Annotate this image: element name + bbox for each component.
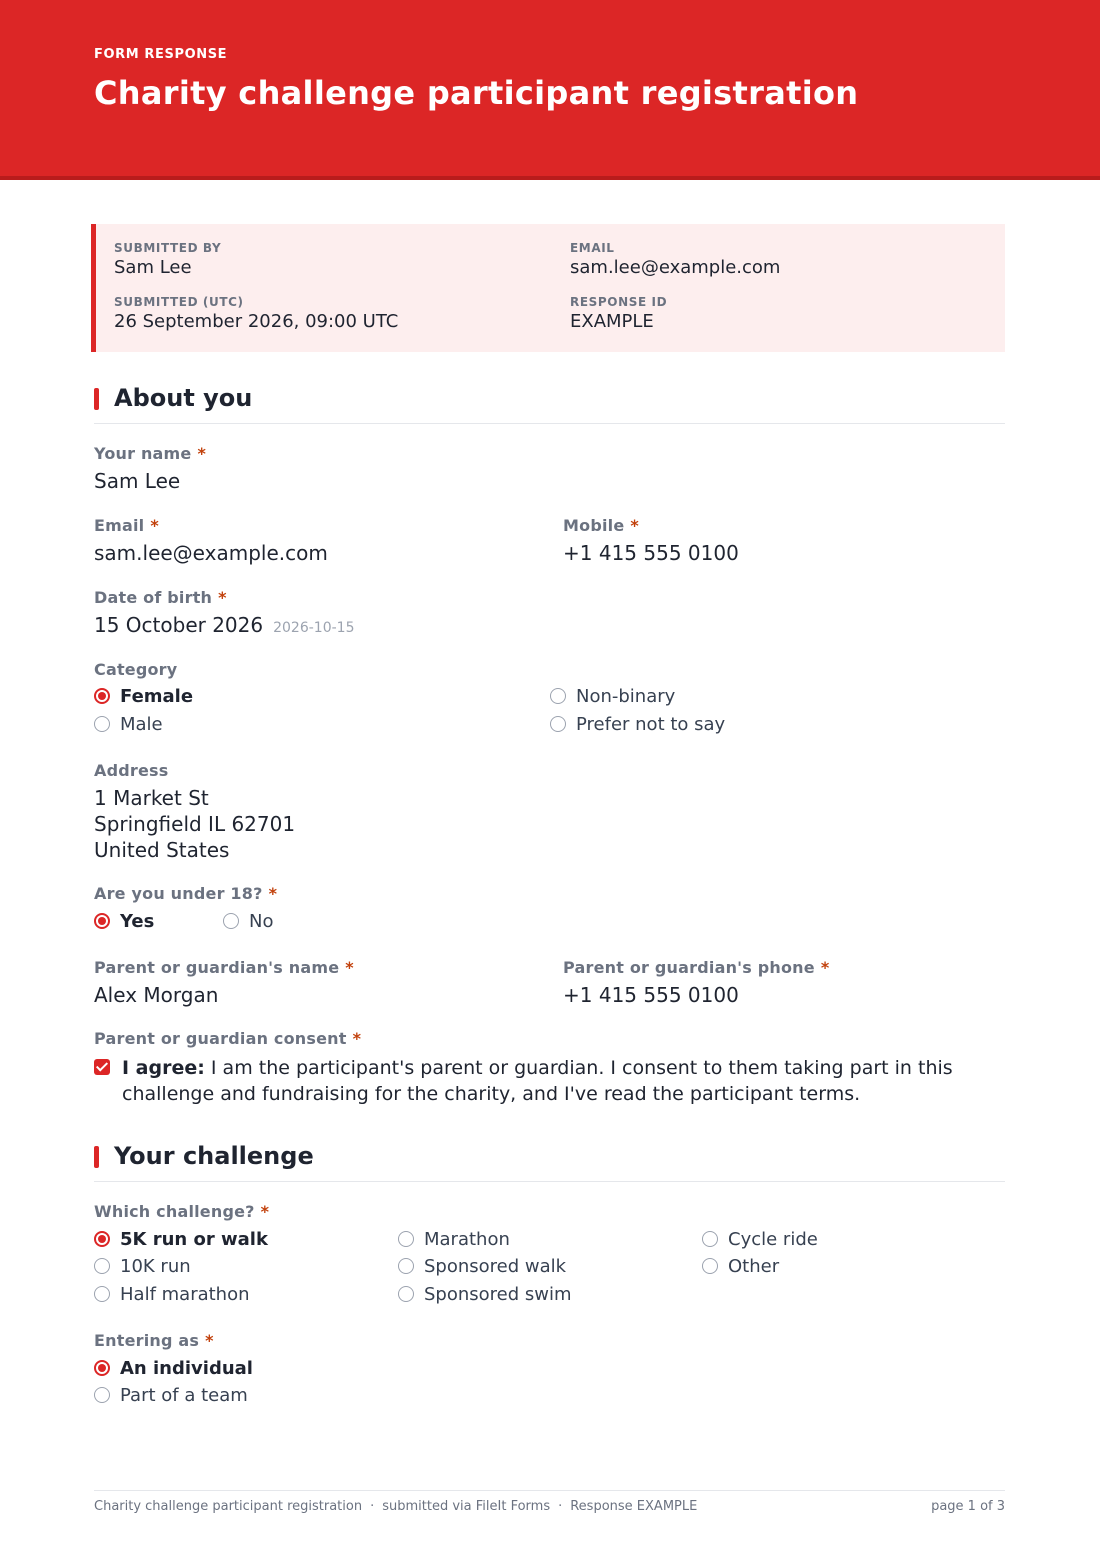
footer-separator: · bbox=[370, 1499, 375, 1514]
field-address bbox=[94, 761, 295, 863]
radio-category-female[interactable] bbox=[94, 684, 193, 708]
radio-challenge-other[interactable] bbox=[702, 1254, 779, 1278]
form-title: Charity challenge participant registration bbox=[94, 74, 859, 112]
section-accent-bar bbox=[94, 388, 99, 410]
section-title: About you bbox=[114, 384, 253, 412]
radio-label: Cycle ride bbox=[728, 1228, 818, 1250]
radio-challenge-10k[interactable] bbox=[94, 1254, 191, 1278]
field-label-text: Your name bbox=[94, 444, 192, 463]
section-about-you bbox=[94, 384, 1005, 424]
meta-email bbox=[570, 241, 780, 278]
meta-submitted bbox=[114, 295, 398, 332]
radio-under18-yes[interactable] bbox=[94, 909, 154, 933]
field-label bbox=[94, 1202, 269, 1221]
radio-label: Yes bbox=[120, 910, 155, 932]
consent-agree: I agree: bbox=[122, 1057, 205, 1079]
field-email bbox=[94, 516, 328, 565]
radio-label: Part of a team bbox=[120, 1384, 248, 1406]
field-label: Address bbox=[94, 761, 169, 780]
radio-empty-icon bbox=[398, 1286, 414, 1302]
radio-challenge-sponsored-swim[interactable] bbox=[398, 1282, 572, 1306]
radio-challenge-5k[interactable] bbox=[94, 1227, 268, 1251]
radio-empty-icon bbox=[550, 688, 566, 704]
field-guardian-consent bbox=[94, 1029, 361, 1048]
required-mark: * bbox=[197, 444, 207, 463]
field-label-text: Which challenge? bbox=[94, 1202, 255, 1221]
footer-info bbox=[94, 1499, 697, 1514]
field-under-18 bbox=[94, 884, 277, 903]
field-label-text: Date of birth bbox=[94, 588, 213, 607]
required-mark: * bbox=[205, 1331, 214, 1350]
field-label: Category bbox=[94, 660, 178, 679]
radio-empty-icon bbox=[398, 1231, 414, 1247]
required-mark: * bbox=[352, 1029, 362, 1048]
radio-label: Sponsored walk bbox=[424, 1255, 567, 1277]
field-label bbox=[94, 588, 354, 607]
radio-label: Half marathon bbox=[120, 1283, 250, 1305]
meta-response-id-value: EXAMPLE bbox=[570, 311, 654, 332]
meta-submitted-by bbox=[114, 241, 221, 278]
checkbox-checked-icon[interactable] bbox=[94, 1059, 110, 1075]
required-mark: * bbox=[345, 958, 354, 977]
radio-label: Marathon bbox=[424, 1228, 510, 1250]
field-label-text: Parent or guardian consent bbox=[94, 1029, 347, 1048]
radio-category-prefer-not[interactable] bbox=[550, 712, 725, 736]
radio-empty-icon bbox=[94, 1286, 110, 1302]
radio-label: No bbox=[249, 910, 274, 932]
radio-label: Prefer not to say bbox=[576, 713, 726, 735]
radio-selected-icon bbox=[94, 688, 110, 704]
radio-selected-icon bbox=[94, 913, 110, 929]
address-line-1: 1 Market St bbox=[94, 786, 209, 810]
radio-label: 10K run bbox=[120, 1255, 191, 1277]
required-mark: * bbox=[218, 588, 227, 607]
consent-text bbox=[122, 1055, 974, 1107]
submission-meta bbox=[91, 224, 1005, 352]
address-line-2: Springfield IL 62701 bbox=[94, 812, 296, 836]
field-date-of-birth bbox=[94, 588, 354, 637]
consent-checkbox-row bbox=[94, 1055, 974, 1107]
field-label bbox=[94, 958, 354, 977]
field-label-text: Mobile bbox=[563, 516, 625, 535]
field-label bbox=[94, 1331, 214, 1350]
radio-empty-icon bbox=[94, 1258, 110, 1274]
footer-response: Response EXAMPLE bbox=[570, 1499, 698, 1514]
footer-separator: · bbox=[558, 1499, 563, 1514]
required-mark: * bbox=[268, 884, 278, 903]
meta-submitted-label: SUBMITTED (UTC) bbox=[114, 295, 244, 309]
meta-submitted-by-value: Sam Lee bbox=[114, 257, 192, 278]
field-label-text: Parent or guardian's name bbox=[94, 958, 340, 977]
radio-selected-icon bbox=[94, 1360, 110, 1376]
field-label-text: Parent or guardian's phone bbox=[563, 958, 815, 977]
form-eyebrow: FORM RESPONSE bbox=[94, 47, 228, 62]
field-label bbox=[94, 884, 277, 903]
radio-empty-icon bbox=[702, 1258, 718, 1274]
field-mobile bbox=[563, 516, 739, 565]
field-your-name bbox=[94, 444, 206, 493]
radio-category-male[interactable] bbox=[94, 712, 163, 736]
section-your-challenge bbox=[94, 1142, 1005, 1182]
field-value: Sam Lee bbox=[94, 469, 181, 493]
section-accent-bar bbox=[94, 1146, 99, 1168]
radio-entering-team[interactable] bbox=[94, 1383, 248, 1407]
required-mark: * bbox=[820, 958, 830, 977]
radio-challenge-marathon[interactable] bbox=[398, 1227, 510, 1251]
field-label-text: Entering as bbox=[94, 1331, 200, 1350]
field-label-text: Email bbox=[94, 516, 145, 535]
meta-submitted-by-label: SUBMITTED BY bbox=[114, 241, 222, 255]
radio-challenge-half-marathon[interactable] bbox=[94, 1282, 250, 1306]
radio-label: Non-binary bbox=[576, 685, 676, 707]
required-mark: * bbox=[150, 516, 159, 535]
footer-via: submitted via FileIt Forms bbox=[382, 1499, 551, 1514]
radio-under18-no[interactable] bbox=[223, 909, 273, 933]
field-value bbox=[94, 613, 354, 637]
radio-label: An individual bbox=[120, 1357, 253, 1379]
radio-label: Sponsored swim bbox=[424, 1283, 572, 1305]
required-mark: * bbox=[260, 1202, 270, 1221]
radio-category-non-binary[interactable] bbox=[550, 684, 675, 708]
field-guardian-name bbox=[94, 958, 354, 1007]
field-label bbox=[563, 516, 739, 535]
radio-challenge-sponsored-walk[interactable] bbox=[398, 1254, 566, 1278]
field-label bbox=[94, 1029, 361, 1048]
radio-label: Male bbox=[120, 713, 163, 735]
page-number: page 1 of 3 bbox=[931, 1499, 1005, 1514]
radio-empty-icon bbox=[702, 1231, 718, 1247]
section-title: Your challenge bbox=[114, 1142, 314, 1170]
field-value: sam.lee@example.com bbox=[94, 541, 328, 565]
dob-value: 15 October 2026 bbox=[94, 613, 264, 637]
field-label-text: Are you under 18? bbox=[94, 884, 263, 903]
meta-response-id bbox=[570, 295, 667, 332]
field-value: +1 415 555 0100 bbox=[563, 541, 739, 565]
address-line-3: United States bbox=[94, 838, 230, 862]
page-footer bbox=[94, 1490, 1005, 1520]
radio-challenge-cycle-ride[interactable] bbox=[702, 1227, 818, 1251]
consent-statement: I am the participant's parent or guardian. I consent to them taking part in this challenge and fundraising for the charity, and I've read the participant terms. bbox=[122, 1057, 953, 1105]
field-label bbox=[94, 516, 328, 535]
meta-submitted-value: 26 September 2026, 09:00 UTC bbox=[114, 311, 399, 332]
radio-empty-icon bbox=[94, 716, 110, 732]
required-mark: * bbox=[630, 516, 639, 535]
radio-empty-icon bbox=[94, 1387, 110, 1403]
radio-empty-icon bbox=[223, 913, 239, 929]
field-which-challenge bbox=[94, 1202, 269, 1221]
radio-entering-individual[interactable] bbox=[94, 1356, 253, 1380]
field-entering-as bbox=[94, 1331, 214, 1350]
meta-email-value: sam.lee@example.com bbox=[570, 257, 781, 278]
radio-selected-icon bbox=[94, 1231, 110, 1247]
form-header bbox=[0, 0, 1100, 180]
field-category bbox=[94, 660, 177, 679]
dob-iso: 2026-10-15 bbox=[273, 620, 355, 636]
field-guardian-phone bbox=[563, 958, 829, 1007]
footer-form-name: Charity challenge participant registration bbox=[94, 1499, 363, 1514]
radio-label: 5K run or walk bbox=[120, 1228, 268, 1250]
radio-label: Female bbox=[120, 685, 194, 707]
radio-empty-icon bbox=[550, 716, 566, 732]
address-value bbox=[94, 785, 295, 863]
radio-label: Other bbox=[728, 1255, 780, 1277]
meta-response-id-label: RESPONSE ID bbox=[570, 295, 668, 309]
radio-empty-icon bbox=[398, 1258, 414, 1274]
field-value: +1 415 555 0100 bbox=[563, 983, 739, 1007]
meta-email-label: EMAIL bbox=[570, 241, 615, 255]
field-label bbox=[94, 444, 206, 463]
field-label bbox=[563, 958, 829, 977]
field-value: Alex Morgan bbox=[94, 983, 219, 1007]
